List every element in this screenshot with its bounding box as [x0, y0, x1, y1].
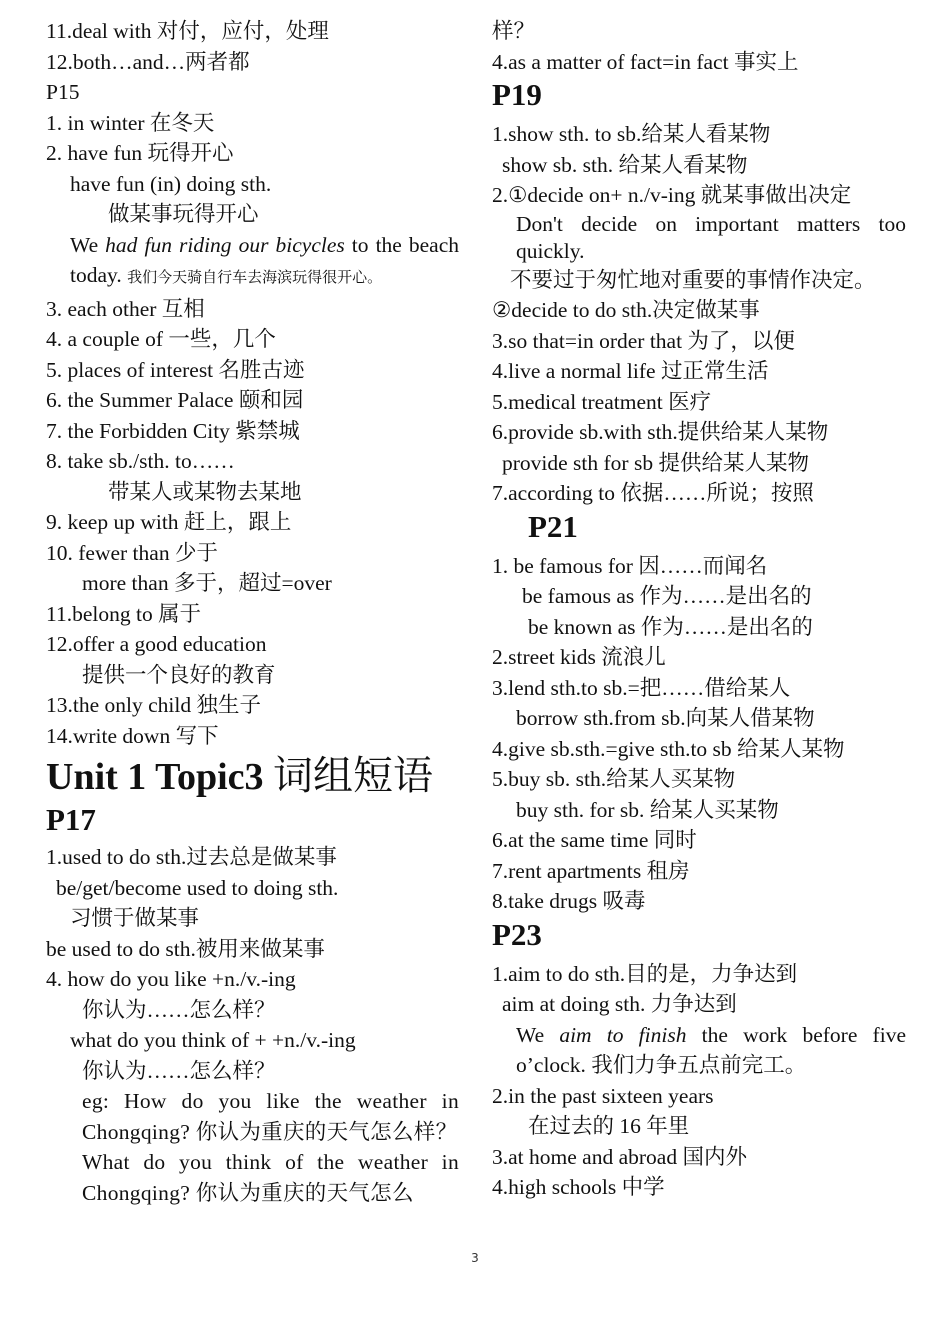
phrase-line: 11.deal with 对付，应付，处理: [46, 19, 329, 43]
phrase-line: 3.so that=in order that 为了，以便: [492, 328, 795, 353]
phrase-line: show sb. sth. 给某人看某物: [502, 152, 748, 177]
phrase-line: 11.belong to 属于: [46, 601, 202, 626]
phrase-line: 4.high schools 中学: [492, 1175, 665, 1199]
phrase-line: 13.the only child 独生子: [46, 693, 261, 717]
example-sentence: Don't decide on important matters too quickly.: [516, 211, 906, 263]
phrase-line: more than 多于，超过=over: [82, 571, 332, 595]
phrase-translation: 做某事玩得开心: [108, 202, 259, 226]
phrase-translation: 带某人或某物去某地: [108, 479, 302, 504]
phrase-line: 5.buy sb. sth.给某人买某物: [492, 767, 736, 791]
example-translation: 不要过于匆忙地对重要的事情作决定。: [510, 267, 876, 292]
phrase-line: have fun (in) doing sth.: [70, 171, 272, 196]
phrase-line: 4.give sb.sth.=give sth.to sb 给某人某物: [492, 736, 845, 761]
phrase-line: 2.street kids 流浪儿: [492, 645, 666, 669]
phrase-translation: 你认为……怎么样？: [82, 1058, 276, 1083]
phrase-line: borrow sth.from sb.向某人借某物: [516, 706, 815, 730]
phrase-line: 2.①decide on+ n./v-ing 就某事做出决定: [492, 183, 852, 207]
phrase-line: be famous as 作为……是出名的: [522, 584, 812, 608]
phrase-line: 14.write down 写下: [46, 723, 219, 748]
phrase-line: 5.medical treatment 医疗: [492, 389, 712, 414]
example-sentence: We aim to finish the work before five o’clock. 我们力争五点前完工。: [516, 1022, 906, 1077]
phrase-line: 8. take sb./sth. to……: [46, 449, 235, 473]
phrase-line: 7. the Forbidden City 紫禁城: [46, 418, 300, 443]
phrase-line: 5. places of interest 名胜古迹: [46, 357, 305, 382]
phrase-line: 10. fewer than 少于: [46, 540, 218, 565]
left-column: [46, 16, 459, 1208]
phrase-line: 8.take drugs 吸毒: [492, 889, 646, 913]
phrase-line: 7.according to 依据……所说；按照: [492, 481, 814, 505]
phrase-line: 2.in the past sixteen years: [492, 1083, 714, 1108]
phrase-line: 3. each other 互相: [46, 296, 205, 321]
phrase-line: aim at doing sth. 力争达到: [502, 992, 737, 1016]
phrase-line: provide sth for sb 提供给某人某物: [502, 450, 809, 475]
phrase-translation: 在过去的 16 年里: [528, 1114, 690, 1138]
phrase-line: 4.as a matter of fact=in fact 事实上: [492, 49, 799, 74]
phrase-line: 12.both…and…两者都: [46, 49, 250, 74]
phrase-line: ②decide to do sth.决定做某事: [492, 298, 760, 322]
phrase-translation: 提供一个良好的教育: [82, 662, 276, 687]
unit-title: Unit 1 Topic3 词组短语: [46, 753, 434, 798]
phrase-line: 2. have fun 玩得开心: [46, 141, 234, 165]
phrase-line: be/get/become used to doing sth.: [56, 875, 339, 900]
phrase-line: 4. a couple of 一些，几个: [46, 327, 276, 351]
phrase-line: 1. in winter 在冬天: [46, 110, 215, 135]
phrase-line: 样？: [492, 19, 536, 43]
phrase-translation: 习惯于做某事: [70, 906, 200, 930]
phrase-line: 4.live a normal life 过正常生活: [492, 359, 769, 383]
phrase-line: 1.show sth. to sb.给某人看某物: [492, 122, 771, 146]
section-heading-p17: P17: [46, 802, 96, 837]
phrase-line: 6.provide sb.with sth.提供给某人某物: [492, 420, 829, 444]
phrase-translation: 你认为……怎么样？: [82, 997, 276, 1022]
example-sentence: eg: How do you like the weather in Chongqing? 你认为重庆的天气怎么样？: [82, 1089, 459, 1144]
phrase-line: 6. the Summer Palace 颐和园: [46, 388, 304, 412]
example-sentence: What do you think of the weather in Chongqing? 你认为重庆的天气怎么: [82, 1150, 459, 1205]
phrase-line: 7.rent apartments 租房: [492, 858, 690, 883]
phrase-line: what do you think of + +n./v.-ing: [70, 1028, 356, 1052]
phrase-line: 3.lend sth.to sb.=把……借给某人: [492, 675, 791, 700]
page-number: 3: [471, 1251, 479, 1265]
section-heading-p19: P19: [492, 77, 542, 112]
phrase-line: 1. be famous for 因……而闻名: [492, 553, 768, 578]
phrase-line: be known as 作为……是出名的: [528, 614, 813, 639]
example-sentence: We had fun riding our bicycles to the beach today. 我们今天骑自行车去海滨玩得很开心。: [70, 232, 460, 287]
phrase-line: buy sth. for sb. 给某人买某物: [516, 797, 779, 822]
phrase-line: 6.at the same time 同时: [492, 828, 697, 852]
section-heading-p23: P23: [492, 916, 542, 952]
section-heading-p15: P15: [46, 80, 80, 104]
phrase-line: be used to do sth.被用来做某事: [46, 936, 325, 961]
phrase-line: 12.offer a good education: [46, 632, 267, 656]
section-heading-p21: P21: [528, 508, 578, 544]
phrase-line: 9. keep up with 赶上，跟上: [46, 510, 292, 534]
right-column: [492, 16, 906, 1203]
phrase-line: 1.aim to do sth.目的是，力争达到: [492, 961, 798, 986]
phrase-line: 4. how do you like +n./v.-ing: [46, 967, 296, 991]
phrase-line: 3.at home and abroad 国内外: [492, 1144, 747, 1169]
phrase-line: 1.used to do sth.过去总是做某事: [46, 845, 337, 869]
